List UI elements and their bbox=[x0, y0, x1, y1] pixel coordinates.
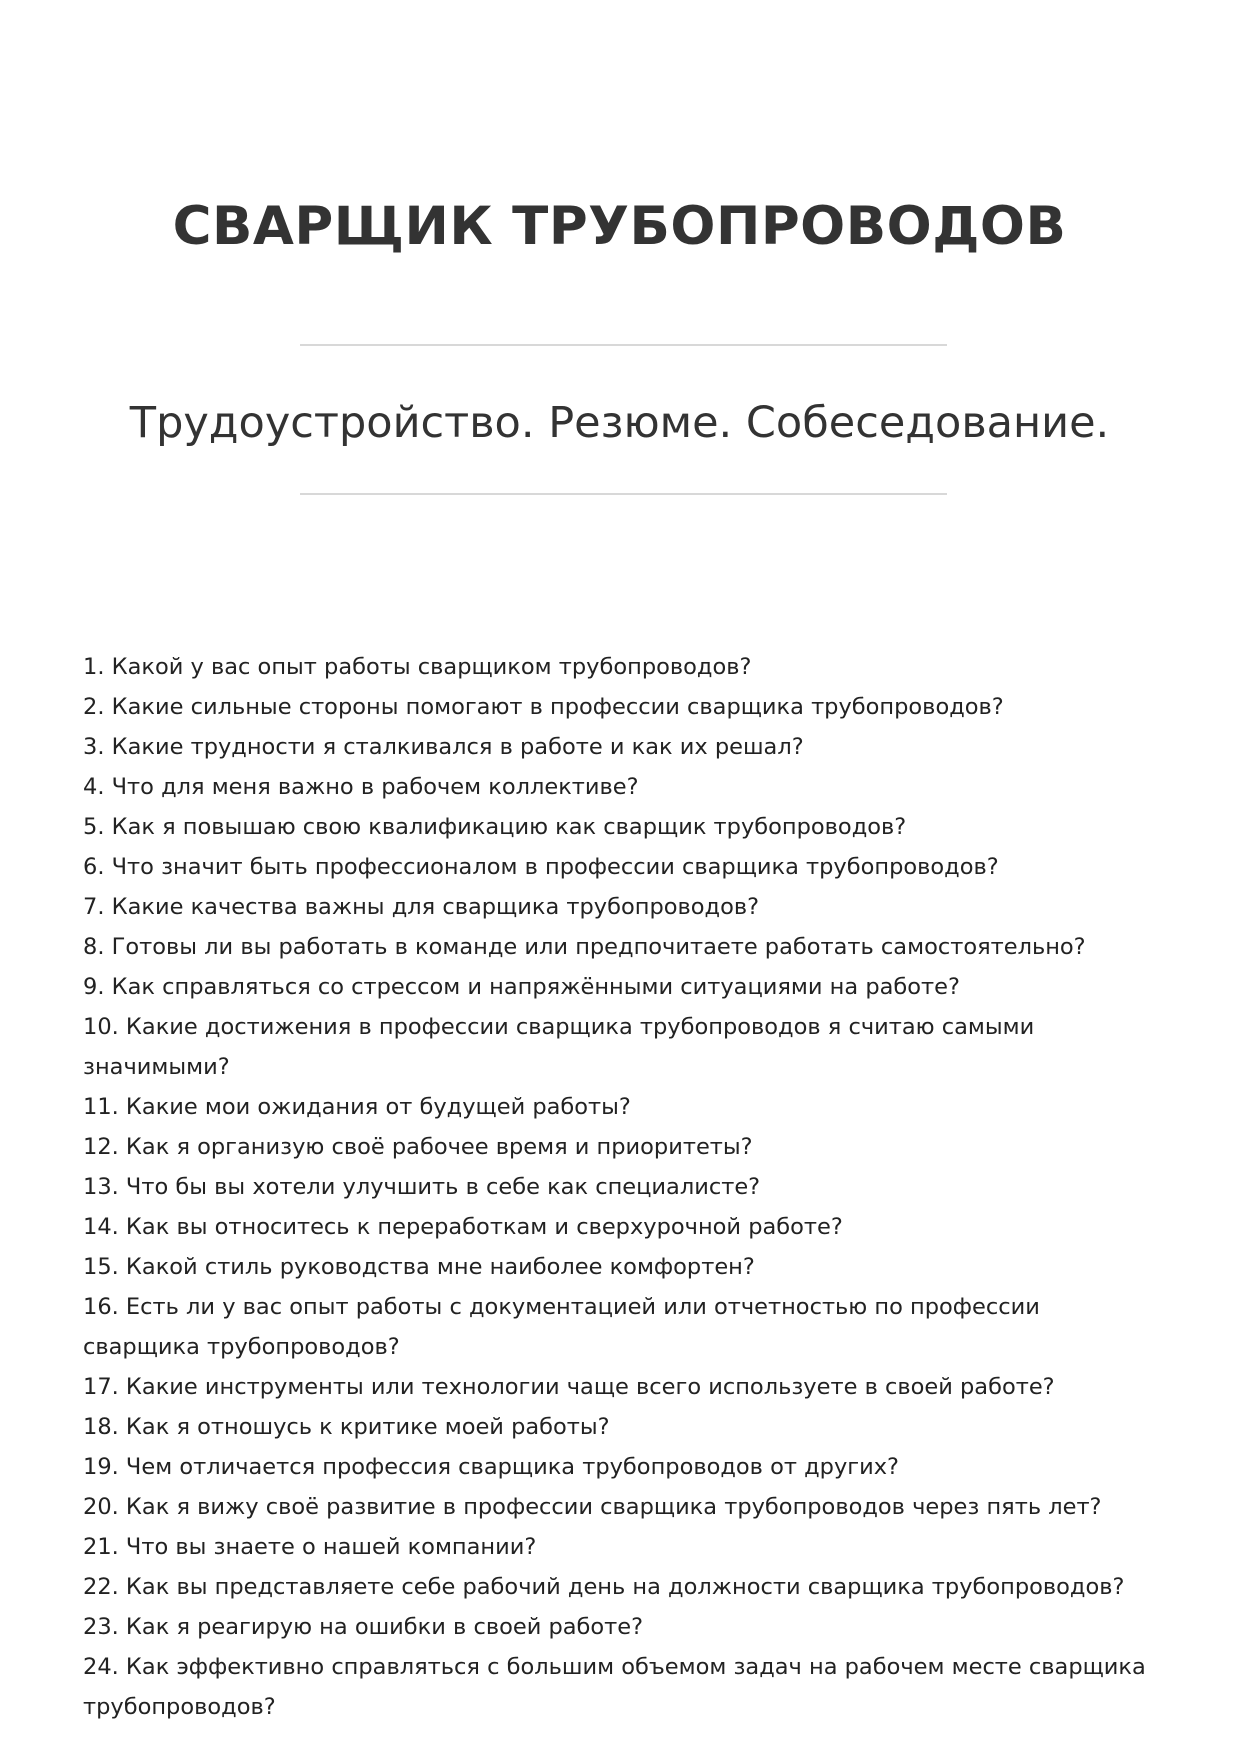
question-item: 10. Какие достижения в профессии сварщика трубопроводов я считаю самыми значимыми? bbox=[83, 1014, 1035, 1080]
question-item: 12. Как я организую своё рабочее время и приоритеты? bbox=[83, 1134, 753, 1160]
question-item: 4. Что для меня важно в рабочем коллективе? bbox=[83, 774, 639, 800]
question-item: 23. Как я реагирую на ошибки в своей работе? bbox=[83, 1614, 644, 1640]
question-item: 6. Что значит быть профессионалом в профессии сварщика трубопроводов? bbox=[83, 854, 999, 880]
page-title: СВАРЩИК ТРУБОПРОВОДОВ bbox=[172, 196, 1067, 257]
question-item: 5. Как я повышаю свою квалификацию как сварщик трубопроводов? bbox=[83, 814, 907, 840]
page-subtitle: Трудоустройство. Резюме. Собеседование. bbox=[129, 398, 1110, 448]
question-item: 1. Какой у вас опыт работы сварщиком трубопроводов? bbox=[83, 654, 752, 680]
question-item: 22. Как вы представляете себе рабочий день на должности сварщика трубопроводов? bbox=[83, 1574, 1125, 1600]
question-item: 20. Как я вижу своё развитие в профессии сварщика трубопроводов через пять лет? bbox=[83, 1494, 1102, 1520]
question-item: 21. Что вы знаете о нашей компании? bbox=[83, 1534, 537, 1560]
question-item: 13. Что бы вы хотели улучшить в себе как специалисте? bbox=[83, 1174, 761, 1200]
question-item: 14. Как вы относитесь к переработкам и сверхурочной работе? bbox=[83, 1214, 843, 1240]
question-item: 2. Какие сильные стороны помогают в профессии сварщика трубопроводов? bbox=[83, 694, 1004, 720]
question-item: 16. Есть ли у вас опыт работы с документацией или отчетностью по профессии сварщика трубопроводов? bbox=[83, 1294, 1040, 1360]
question-item: 15. Какой стиль руководства мне наиболее комфортен? bbox=[83, 1254, 755, 1280]
question-item: 9. Как справляться со стрессом и напряжёнными ситуациями на работе? bbox=[83, 974, 960, 1000]
question-item: 7. Какие качества важны для сварщика трубопроводов? bbox=[83, 894, 760, 920]
question-item: 17. Какие инструменты или технологии чаще всего используете в своей работе? bbox=[83, 1374, 1055, 1400]
question-list bbox=[83, 647, 1163, 1727]
question-item: 11. Какие мои ожидания от будущей работы? bbox=[83, 1094, 631, 1120]
top-divider bbox=[300, 344, 947, 346]
question-item: 19. Чем отличается профессия сварщика трубопроводов от других? bbox=[83, 1454, 899, 1480]
question-item: 18. Как я отношусь к критике моей работы? bbox=[83, 1414, 610, 1440]
bottom-divider bbox=[300, 493, 947, 495]
question-item: 24. Как эффективно справляться с большим объемом задач на рабочем месте сварщика трубопроводов? bbox=[83, 1654, 1146, 1720]
question-item: 8. Готовы ли вы работать в команде или предпочитаете работать самостоятельно? bbox=[83, 934, 1086, 960]
question-item: 3. Какие трудности я сталкивался в работе и как их решал? bbox=[83, 734, 804, 760]
